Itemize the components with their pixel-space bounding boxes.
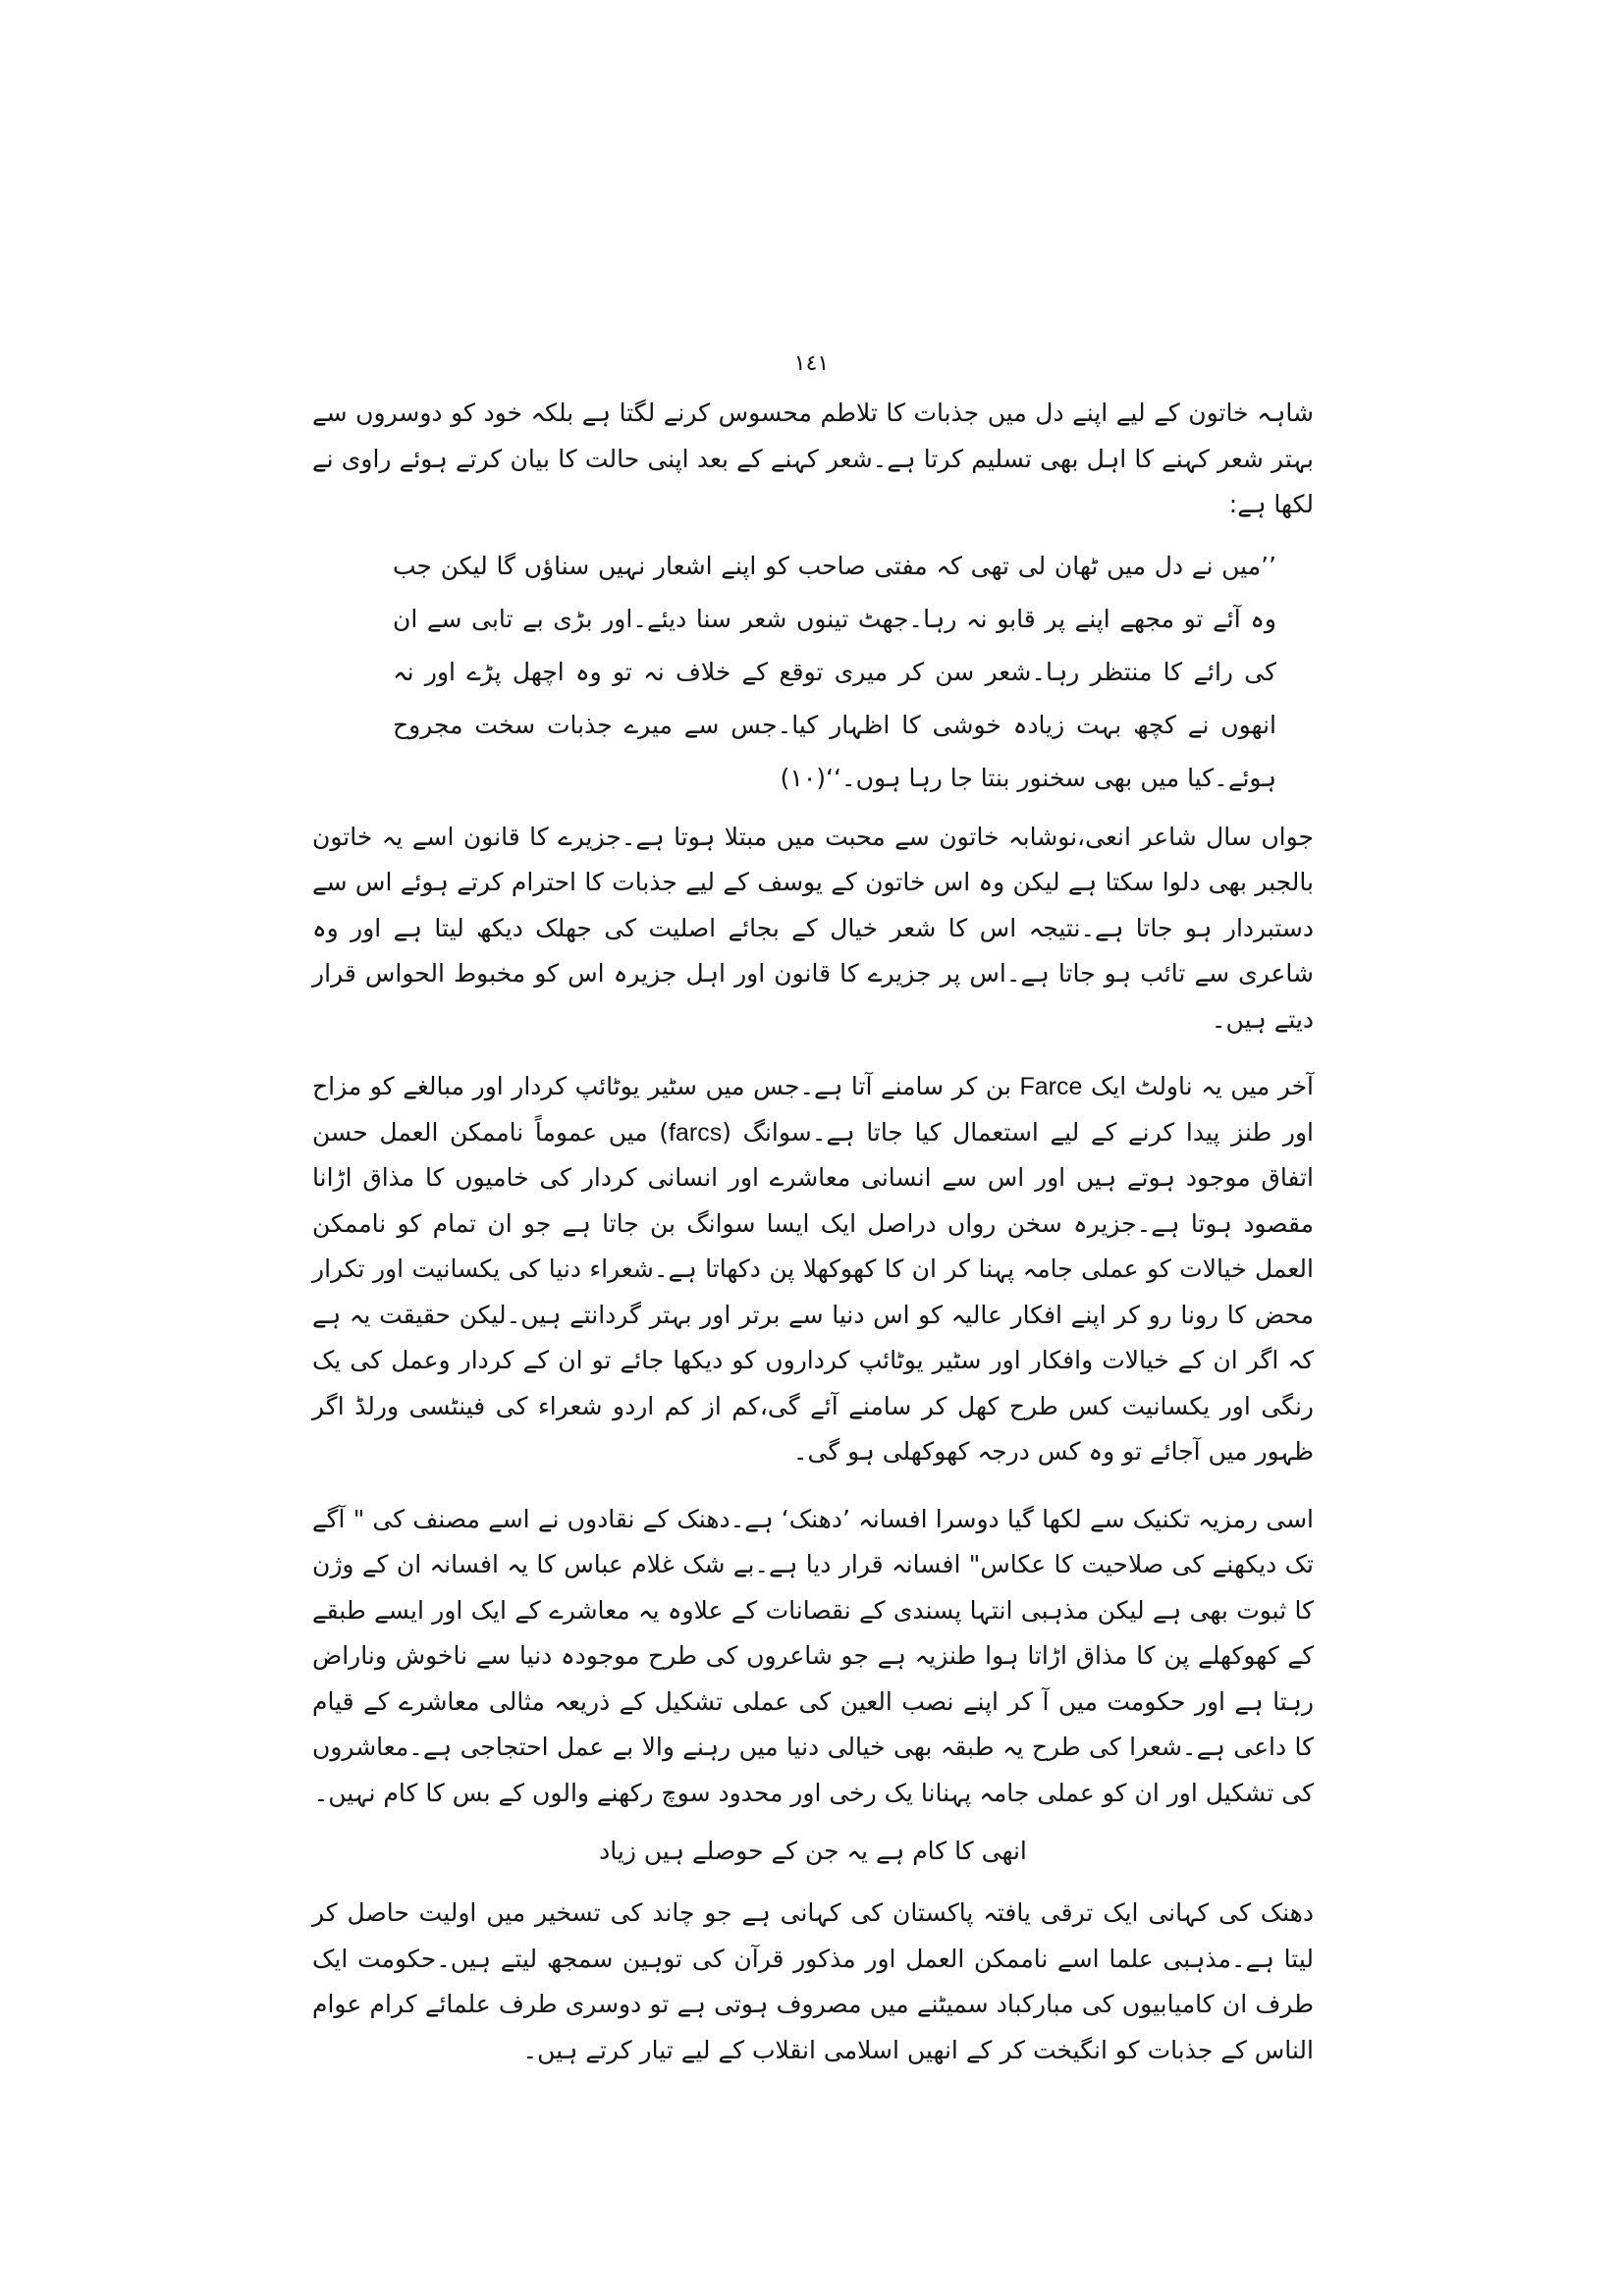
paragraph-5: دھنک کی کہانی ایک ترقی یافتہ پاکستان کی کہانی ہے جو چاند کی تسخیر میں اولیت حاصل کر لیتا ہے۔مذہبی علما اسے ناممکن العمل اور مذکور قرآن کی توہین سمجھ لیتے ہیں۔حکومت ایک طرف ان کامیابیوں کی مبارکباد سمیٹنے میں مصروف ہوتی ہے تو دوسری طرف علمائے کرام عوام الناس کے جذبات کو انگیخت کر کے انھیں اسلامی انقلاب کے لیے تیار کرتے ہیں۔ [312,1898,1314,2064]
paragraph-2: جواں سال شاعر انعی،نوشابہ خاتون سے محبت میں مبتلا ہوتا ہے۔جزیرے کا قانون اسے یہ خاتون بالجبر بھی دلوا سکتا ہے لیکن وہ اس خاتون کے یوسف کے لیے جذبات کا احترام کرتے ہوئے اس سے دستبردار ہو جاتا ہے۔نتیجہ اس کا شعر خیال کے بجائے اصلیت کی جھلک دیکھ لیتا ہے اور وہ شاعری سے تائب ہو جاتا ہے۔اس پر جزیرے کا قانون اور اہل جزیرہ اس کو مخبوط الحواس قرار دیتے ہیں۔ [312,822,1314,1034]
paragraph-1: شاہہ خاتون کے لیے اپنے دل میں جذبات کا تلاطم محسوس کرنے لگتا ہے بلکہ خود کو دوسروں سے بہتر شعر کہنے کا اہل بھی تسلیم کرتا ہے۔شعر کہنے کے بعد اپنی حالت کا بیان کرتے ہوئے راوی نے لکھا ہے: [312,399,1314,518]
paragraph-3-farce-term: Farce [1019,1073,1083,1100]
paragraph-3-part-c: ) میں عموماً ناممکن العمل حسن اتفاق موجود ہوتے ہیں اور اس سے انسانی معاشرے اور انسانی کردار کی خامیوں کا مذاق اڑانا مقصود ہوتا ہے۔جزیرہ سخن رواں دراصل ایک ایسا سوانگ بن جاتا ہے جو ان تمام کو ناممکن العمل خیالات کو عملی جامہ پہنا کر ان کا کھوکھلا پن دکھاتا ہے۔شعراء دنیا کی یکسانیت اور تکرار محض کا رونا رو کر اپنے افکار عالیہ کو اس دنیا سے برتر اور بہتر گردانتے ہیں۔لیکن حقیقت یہ ہے کہ اگر ان کے خیالات وافکار اور سٹیر یوٹائپ کرداروں کو دیکھا جائے تو ان کے کردار وعمل کی یک رنگی اور یکسانیت کس طرح کھل کر سامنے آئے گی،کم از کم اردو شعراء کی فینٹسی ورلڈ اگر ظہور میں آجائے تو وہ کس درجہ کھوکھلی ہو گی۔ [312,1117,1314,1466]
paragraph-gap [312,1475,1314,1497]
paragraph-3 [312,1064,1314,1475]
paragraph-3-farcs-term: farcs [669,1118,723,1147]
paragraph-4: اسی رمزیہ تکنیک سے لکھا گیا دوسرا افسانہ ’دھنک‘ ہے۔دھنک کے نقادوں نے اسے مصنف کی " آگے تک دیکھنے کی صلاحیت کا عکاس" افسانہ قرار دیا ہے۔بے شک غلام عباس کا یہ افسانہ ان کے وژن کا ثبوت بھی ہے لیکن مذہبی انتہا پسندی کے نقصانات کے علاوہ یہ معاشرے کے ایک اور ایسے طبقے کے کھوکھلے پن کا مذاق اڑاتا ہوا طنزیہ ہے جو شاعروں کی طرح موجودہ دنیا سے ناخوش وناراض رہتا ہے اور حکومت میں آ کر اپنے نصب العین کی عملی تشکیل کے ذریعہ مثالی معاشرے کے قیام کا داعی ہے۔شعرا کی طرح یہ طبقہ بھی خیالی دنیا میں رہنے والا بے عمل احتجاجی ہے۔معاشروں کی تشکیل اور ان کو عملی جامہ پہنانا یک رخی اور محدود سوچ رکھنے والوں کے بس کا کام نہیں۔ [312,1504,1314,1807]
page-number: ١٤١ [793,351,830,376]
paragraph-3-part-b: بن کر سامنے آتا ہے۔جس میں سٹیر یوٹائپ کردار اور مبالغے کو مزاح اور طنز پیدا کرنے کے لیے استعمال کیا جاتا ہے۔سوانگ ( [312,1072,1314,1147]
block-quote: ’’میں نے دل میں ٹھان لی تھی کہ مفتی صاحب کو اپنے اشعار نہیں سناؤں گا لیکن جب وہ آئے تو مجھے اپنے پر قابو نہ رہا۔جھٹ تینوں شعر سنا دیئے۔اور بڑی بے تابی سے ان کی رائے کا منتظر رہا۔شعر سن کر میری توقع کے خلاف نہ تو وہ اچھل پڑے اور نہ انھوں نے کچھ بہت زیادہ خوشی کا اظہار کیا۔جس سے میرے جذبات سخت مجروح ہوئے۔کیا میں بھی سخنور بنتا جا رہا ہوں۔‘‘(١٠) [393,551,1276,792]
page-body [312,391,1314,2073]
verse-line: انھی کا کام ہے یہ جن کے حوصلے ہیں زیاد [599,1837,1027,1865]
paragraph-3-part-a: آخر میں یہ ناولٹ ایک [1090,1072,1315,1100]
paragraph-gap [312,1042,1314,1064]
